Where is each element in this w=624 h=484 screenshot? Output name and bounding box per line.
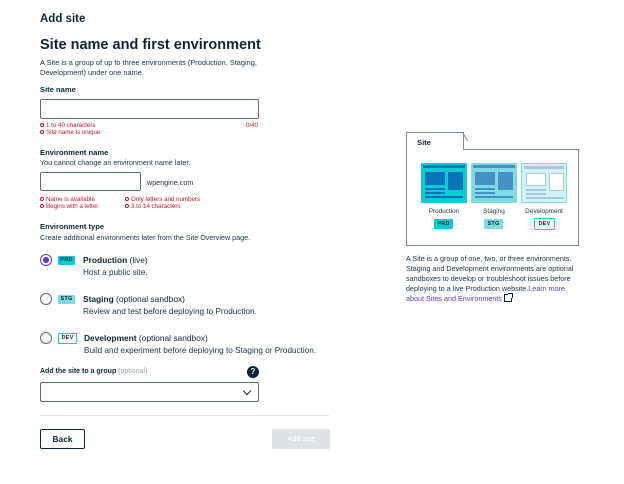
prd-badge: PRD xyxy=(58,256,75,265)
illustration-stg-badge: STG xyxy=(484,219,503,229)
section-title: Site name and first environment xyxy=(40,37,261,53)
chevron-down-icon xyxy=(243,387,251,395)
group-label: Add the site to a group (optional) xyxy=(40,368,148,375)
site-description: A Site is a group of one, two, or three environments. Staging and Development environments are optional sandboxes to develop or troubleshoot issues before deploying to a live Production website.Learn more about Sites and Environments xyxy=(406,254,574,303)
site-folder-tab xyxy=(406,132,464,150)
development-caption: Development xyxy=(525,208,563,215)
learn-more-link[interactable]: Learn more about Sites and Environments xyxy=(406,284,566,303)
add-site-button[interactable]: Add site xyxy=(272,429,330,449)
page-header: Add site xyxy=(40,13,86,25)
environment-name-input[interactable] xyxy=(40,172,141,191)
development-radio[interactable] xyxy=(40,332,52,344)
dev-badge: DEV xyxy=(58,333,77,344)
illustration-prd-badge: PRD xyxy=(434,219,453,229)
footer-divider xyxy=(40,415,329,416)
site-name-rule: Site name is unique xyxy=(40,129,100,136)
environment-name-rule: Begins with a letter xyxy=(40,203,98,210)
rule-dot-icon xyxy=(40,130,44,134)
site-folder-label: Site xyxy=(417,138,431,147)
production-screen-icon xyxy=(421,163,467,203)
site-name-label: Site name xyxy=(40,85,76,94)
environment-name-label: Environment name xyxy=(40,148,109,157)
staging-option-title[interactable]: Staging (optional sandbox) xyxy=(83,294,185,304)
site-name-rule: 1 to 40 characters xyxy=(40,122,96,129)
intro-text: A Site is a group of up to three environments (Production, Staging, Development) under one name. xyxy=(40,58,257,77)
illustration-dev-badge: DEV xyxy=(534,218,555,230)
staging-radio[interactable] xyxy=(40,293,52,305)
production-caption: Production xyxy=(428,208,460,215)
site-name-counter: 0/40 xyxy=(246,122,259,129)
back-button[interactable]: Back xyxy=(40,429,85,449)
rule-dot-icon xyxy=(40,204,44,208)
site-illustration-border xyxy=(463,149,579,150)
development-option-title[interactable]: Development (optional sandbox) xyxy=(84,333,208,343)
site-folder-tab-join xyxy=(407,149,463,150)
staging-caption: Staging xyxy=(483,208,505,215)
staging-screen-icon xyxy=(471,163,517,203)
stg-badge: STG xyxy=(58,295,75,304)
domain-suffix: .wpengine.com xyxy=(145,178,194,187)
production-option-description: Host a public site. xyxy=(83,268,148,277)
production-option-title[interactable]: Production (live) xyxy=(83,255,148,265)
staging-option-description: Review and test before deploying to Production. xyxy=(83,307,257,316)
rule-dot-icon xyxy=(40,123,44,127)
site-name-input[interactable] xyxy=(40,99,259,119)
group-select[interactable] xyxy=(40,382,259,402)
environment-type-label: Environment type xyxy=(40,222,105,231)
question-circle-icon[interactable]: ? xyxy=(247,366,259,378)
development-option-description: Build and experiment before deploying to Staging or Production. xyxy=(84,346,317,355)
environment-name-rule: Only letters and numbers xyxy=(125,196,200,203)
environment-name-help: You cannot change an environment name later. xyxy=(40,158,191,167)
environment-name-rule: 3 to 14 characters xyxy=(125,203,181,210)
environment-type-help: Create additional environments later from the Site Overview page. xyxy=(40,233,251,242)
production-radio[interactable] xyxy=(40,254,52,266)
external-link-icon[interactable] xyxy=(504,294,512,302)
rule-dot-icon xyxy=(40,197,44,201)
rule-dot-icon xyxy=(125,197,129,201)
development-screen-icon xyxy=(521,163,567,203)
environment-name-rule: Name is available xyxy=(40,196,95,203)
rule-dot-icon xyxy=(125,204,129,208)
